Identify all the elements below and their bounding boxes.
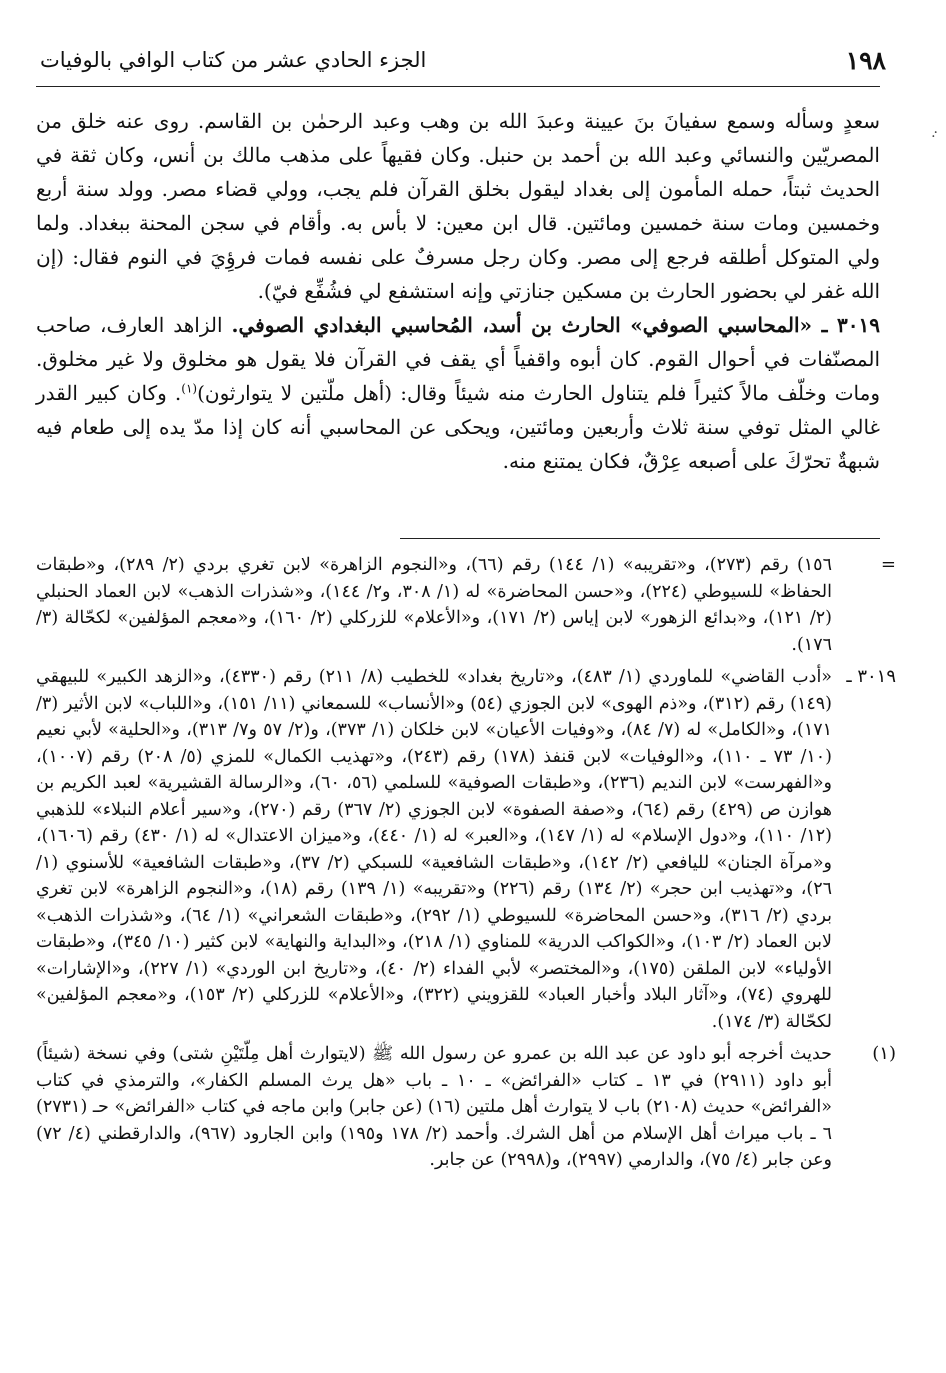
paragraph-continued: سعدٍ وسأله وسمع سفيانَ بنَ عيينة وعبدَ الله بن وهب وعبد الرحمٰن بن القاسم. روى عنه خلق من المصريّين والنسائي وعبد الله بن أحمد بن حنبل. وكان فقيهاً على مذهب مالك بن أنس، وكان ثقة في الحديث ثبتاً، حمله المأمون إلى بغداد ليقول بخلق القرآن فلم يجب، وولي قضاء مصر. وولد سنة أربع وخمسين ومات سنة خمسين ومائتين. قال ابن معين: لا بأس به. وأقام في سجن المحنة ببغداد. ولما ولي المتوكل أطلقه فرجع إلى مصر. وكان رجل مسرفٌ على نفسه فمات فرؤِيَ في النوم فقال: (إن الله غفر لي بحضور الحارث بن مسكين جنازتي وإنه استشفع لي فشُفِّع فيّ).: [36, 109, 880, 303]
footnote-mark: =: [880, 554, 896, 575]
page-header: [40, 40, 886, 80]
footnote-text: ١٥٦) رقم (٢٧٣)، و«تقريبه» (١/ ١٤٤) رقم (٦٦)، و«النجوم الزاهرة» لابن تغري بردي (٢/ ٢٨٩)، و«طبقات الحفاظ» للسيوطي (٢٢٤)، و«حسن المحاضرة» له (١/ ٣٠٨، و٢/ ١٤٤)، و«شذرات الذهب» لابن العماد الحنبلي (٢/ ١٢١)، و«بدائع الزهور» لابن إياس (٢/ ١٧١)، و«الأعلام» للزركلي (٢/ ١٦٠)، و«معجم المؤلفين» لكحّالة (٣/ ١٧٦).: [36, 555, 832, 655]
footnote-continued: [36, 552, 896, 658]
footnote-1: [36, 1041, 896, 1174]
entry-text-part-a: الزاهد العارف، صاحب المصنّفات في أحوال القوم. كان أبوه واقفياً أي يقف في القرآن فلا يقول هو مخلوق ولا غير مخلوق. ومات وخلّف مالاً كثيراً فلم يتناول الحارث منه شيئاً وقال: (أهل ملّتين لا يتوارثون): [36, 313, 880, 405]
footnote-divider: [400, 538, 880, 539]
running-title: الجزء الحادي عشر من كتاب الوافي بالوفيات: [40, 48, 427, 72]
entry-3019: [36, 308, 880, 478]
page-number: ١٩٨: [845, 45, 886, 75]
scan-speck: ·.: [931, 125, 936, 141]
footnote-3019: [36, 664, 896, 1035]
footnote-ref: (١): [181, 381, 198, 396]
main-text: [36, 104, 880, 478]
entry-text-part-b: . وكان كبير القدر غالي المثل توفي سنة ثلاث وأربعين ومائتين، ويحكى عن المحاسبي أنه كان إذا مدّ يده إلى طعام فيه شبهةٌ تحرّكَ على أصبعه عِرْقٌ، فكان يمتنع منه.: [36, 381, 880, 473]
entry-heading: ٣٠١٩ ـ «المحاسبي الصوفي» الحارث بن أسد، المُحاسبي البغدادي الصوفي.: [231, 313, 881, 337]
header-divider: [36, 86, 880, 87]
footnote-mark: (١): [872, 1043, 896, 1064]
footnote-text: حديث أخرجه أبو داود عن عبد الله بن عمرو عن رسول الله ﷺ (لايتوارث أهل مِلّتَيْنِ شتى) وفي نسخة (شيئاً) أبو داود (٢٩١١) في ١٣ ـ كتاب «الفرائض» ـ ١٠ ـ باب «هل يرث المسلم الكفار»، والترمذي في كتاب «الفرائض» حديث (٢١٠٨) باب لا يتوارث أهل ملتين (١٦) (عن جابر) وابن ماجه في كتاب «الفرائض» حـ (٢٧٣١) ٦ ـ باب ميراث أهل الإسلام من أهل الشرك. وأحمد (٢/ ١٧٨ و١٩٥) وابن الجارود (٩٦٧)، والدارقطني (٤/ ٧٢) وعن جابر (٤/ ٧٥)، والدارمي (٢٩٩٧)، و(٢٩٩٨) عن جابر.: [36, 1044, 833, 1170]
footnotes: [36, 552, 896, 1180]
footnote-text: «أدب القاضي» للماوردي (١/ ٤٨٣)، و«تاريخ بغداد» للخطيب (٨/ ٢١١) رقم (٤٣٣٠)، و«الزهد الكبير» للبيهقي (١٤٩) رقم (٣١٢)، و«ذم الهوى» لابن الجوزي (٥٤) و«الأنساب» للسمعاني (١١/ ١٥١)، و«اللباب» لابن الأثير (٣/ ١٧١)، و«الكامل» له (٧/ ٨٤)، و«وفيات الأعيان» لابن خلكان (١/ ٣٧٣)، و(٢/ ٥٧ و٧/ ٣١٣)، و«الحلية» لأبي نعيم (١٠/ ٧٣ ـ ١١٠)، و«الوفيات» لابن قنفذ (١٧٨) رقم (٢٤٣)، و«تهذيب الكمال» للمزي (٥/ ٢٠٨) رقم (١٠٠٧)، و«الفهرست» لابن النديم (٢٣٦)، و«طبقات الصوفية» للسلمي (٥٦، ٦٠)، و«الرسالة القشيرية» لعبد الكريم بن هوازن ص (٤٢٩) رقم (٦٤)، و«صفة الصفوة» لابن الجوزي (٢/ ٣٦٧) رقم (٢٧٠)، و«سير أعلام النبلاء» للذهبي (١٢/ ١١٠)، و«دول الإسلام» له (١/ ١٤٧)، و«العبر» له (١/ ٤٤٠)، و«ميزان الاعتدال» له (١/ ٤٣٠) رقم (١٦٠٦)، و«مرآة الجنان» لليافعي (٢/ ١٤٢)، و«طبقات الشافعية» للسبكي (٢/ ٣٧)، و«طبقات الشافعية» للأسنوي (١/ ٢٦)، و«تهذيب ابن حجر» (٢/ ١٣٤) رقم (٢٢٦) و«تقريبه» (١/ ١٣٩) رقم (١٨)، و«النجوم الزاهرة» لابن تغري بردي (٢/ ٣١٦)، و«حسن المحاضرة» للسيوطي (١/ ٢٩٢)، و«طبقات الشعراني» (١/ ٦٤)، و«شذرات الذهب» لابن العماد (٢/ ١٠٣)، و«الكواكب الدرية» للمناوي (١/ ٢١٨)، و«البداية والنهاية» لابن كثير (١٠/ ٣٤٥)، و«طبقات الأولياء» لابن الملقن (١٧٥)، و«المختصر» لأبي الفداء (٢/ ٤٠)، و«تاريخ ابن الوردي» (١/ ٢٢٧)، و«الإشارات» للهروي (٧٤)، و«آثار البلاد وأخبار العباد» للقزويني (٣٢٢)، و«الأعلام» للزركلي (٢/ ١٥٣)، و«معجم المؤلفين» لكحّالة (٣/ ١٧٤).: [36, 667, 833, 1032]
footnote-mark: ٣٠١٩ ـ: [846, 666, 896, 687]
